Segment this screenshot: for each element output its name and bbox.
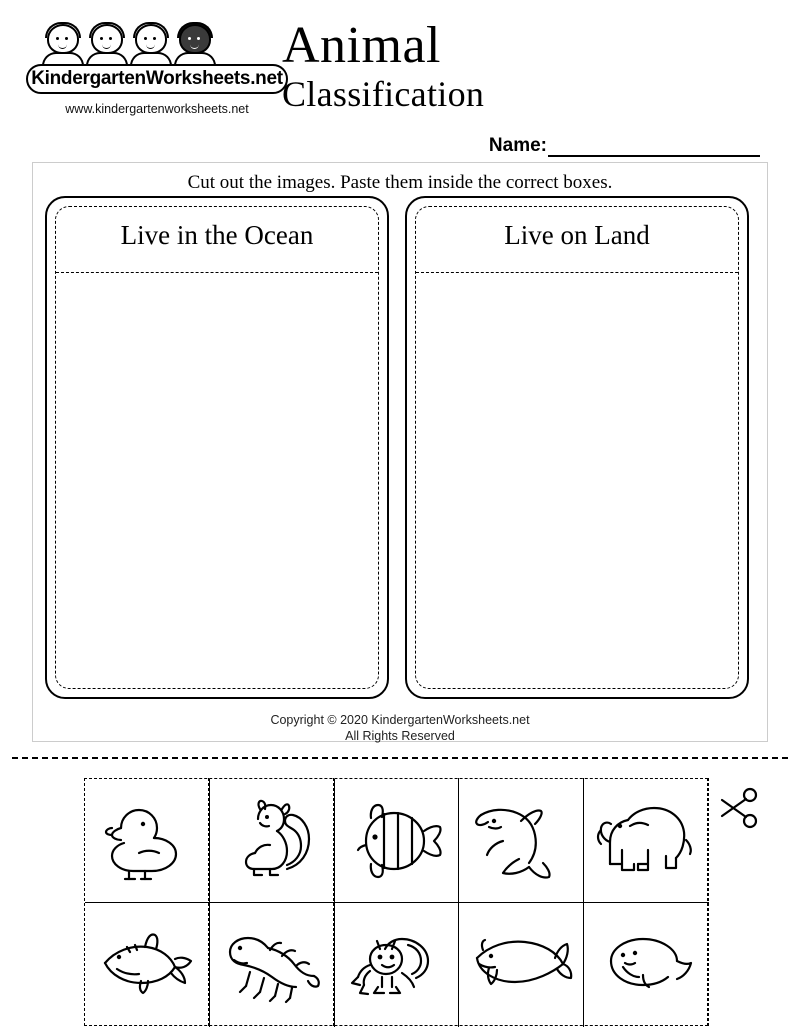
kid-face-3-icon xyxy=(128,24,174,68)
logo-pill xyxy=(26,64,288,94)
cutout-cell-dolphin[interactable] xyxy=(459,779,584,903)
instruction-text: Cut out the images. Paste them inside the correct boxes. xyxy=(187,172,613,193)
copyright-line: Copyright © 2020 KindergartenWorksheets.net xyxy=(270,713,530,727)
ocean-box[interactable] xyxy=(45,196,389,699)
cutout-cell-manatee[interactable] xyxy=(584,903,709,1027)
land-box[interactable] xyxy=(405,196,749,699)
dolphin-icon xyxy=(469,797,573,885)
angelfish-icon xyxy=(346,801,446,881)
cutout-grid-divider-3 xyxy=(458,778,459,1026)
cutout-cell-whale[interactable] xyxy=(459,903,584,1027)
site-url: www.kindergartenworksheets.net xyxy=(65,102,249,116)
land-box-dashed-border xyxy=(415,206,739,689)
page-header xyxy=(0,18,800,168)
cutout-grid-divider-1 xyxy=(208,778,209,1026)
title-line-1: Animal xyxy=(282,17,441,74)
cutout-cell-iguana[interactable] xyxy=(210,903,335,1027)
cutout-cell-shark[interactable] xyxy=(85,903,210,1027)
ocean-box-dashed-border xyxy=(55,206,379,689)
cut-here-line xyxy=(12,757,788,759)
elephant-icon xyxy=(594,800,700,882)
name-field-row xyxy=(489,135,760,157)
whale-icon xyxy=(469,932,573,998)
rights-line: All Rights Reserved xyxy=(345,729,455,743)
ocean-box-divider xyxy=(56,272,378,273)
cutout-grid-right-edge xyxy=(708,778,709,1026)
land-box-title: Live on Land xyxy=(504,220,650,250)
kid-face-2-icon xyxy=(84,24,130,68)
name-input-line[interactable] xyxy=(548,135,760,157)
cutout-grid xyxy=(84,778,708,1026)
land-box-divider xyxy=(416,272,738,273)
hermit-crab-icon xyxy=(348,925,444,1005)
cutout-cell-squirrel[interactable] xyxy=(210,779,335,903)
cutout-grid-divider-4 xyxy=(583,778,584,1026)
duck-icon xyxy=(99,798,195,884)
manatee-icon xyxy=(597,931,697,999)
cutout-grid-divider-2 xyxy=(333,778,334,1026)
site-logo[interactable] xyxy=(26,24,288,116)
kids-illustration xyxy=(40,24,258,68)
title-line-2: Classification xyxy=(282,74,485,114)
shark-icon xyxy=(97,929,197,1001)
cutout-cell-elephant[interactable] xyxy=(584,779,709,903)
cutout-cell-duck[interactable] xyxy=(85,779,210,903)
ocean-box-title: Live in the Ocean xyxy=(120,220,314,250)
worksheet-title xyxy=(282,18,782,114)
cutout-grid-left-edge xyxy=(84,778,85,1026)
kid-face-4-icon xyxy=(172,24,218,68)
cutout-cell-hermit-crab[interactable] xyxy=(335,903,460,1027)
kid-face-1-icon xyxy=(40,24,86,68)
scissors-icon xyxy=(716,786,760,830)
squirrel-icon xyxy=(224,797,320,885)
name-label: Name: xyxy=(488,135,547,156)
cutout-cell-angelfish[interactable] xyxy=(335,779,460,903)
iguana-icon xyxy=(220,926,324,1004)
logo-text: KindergartenWorksheets.net xyxy=(31,68,283,89)
copyright-block xyxy=(0,712,800,744)
